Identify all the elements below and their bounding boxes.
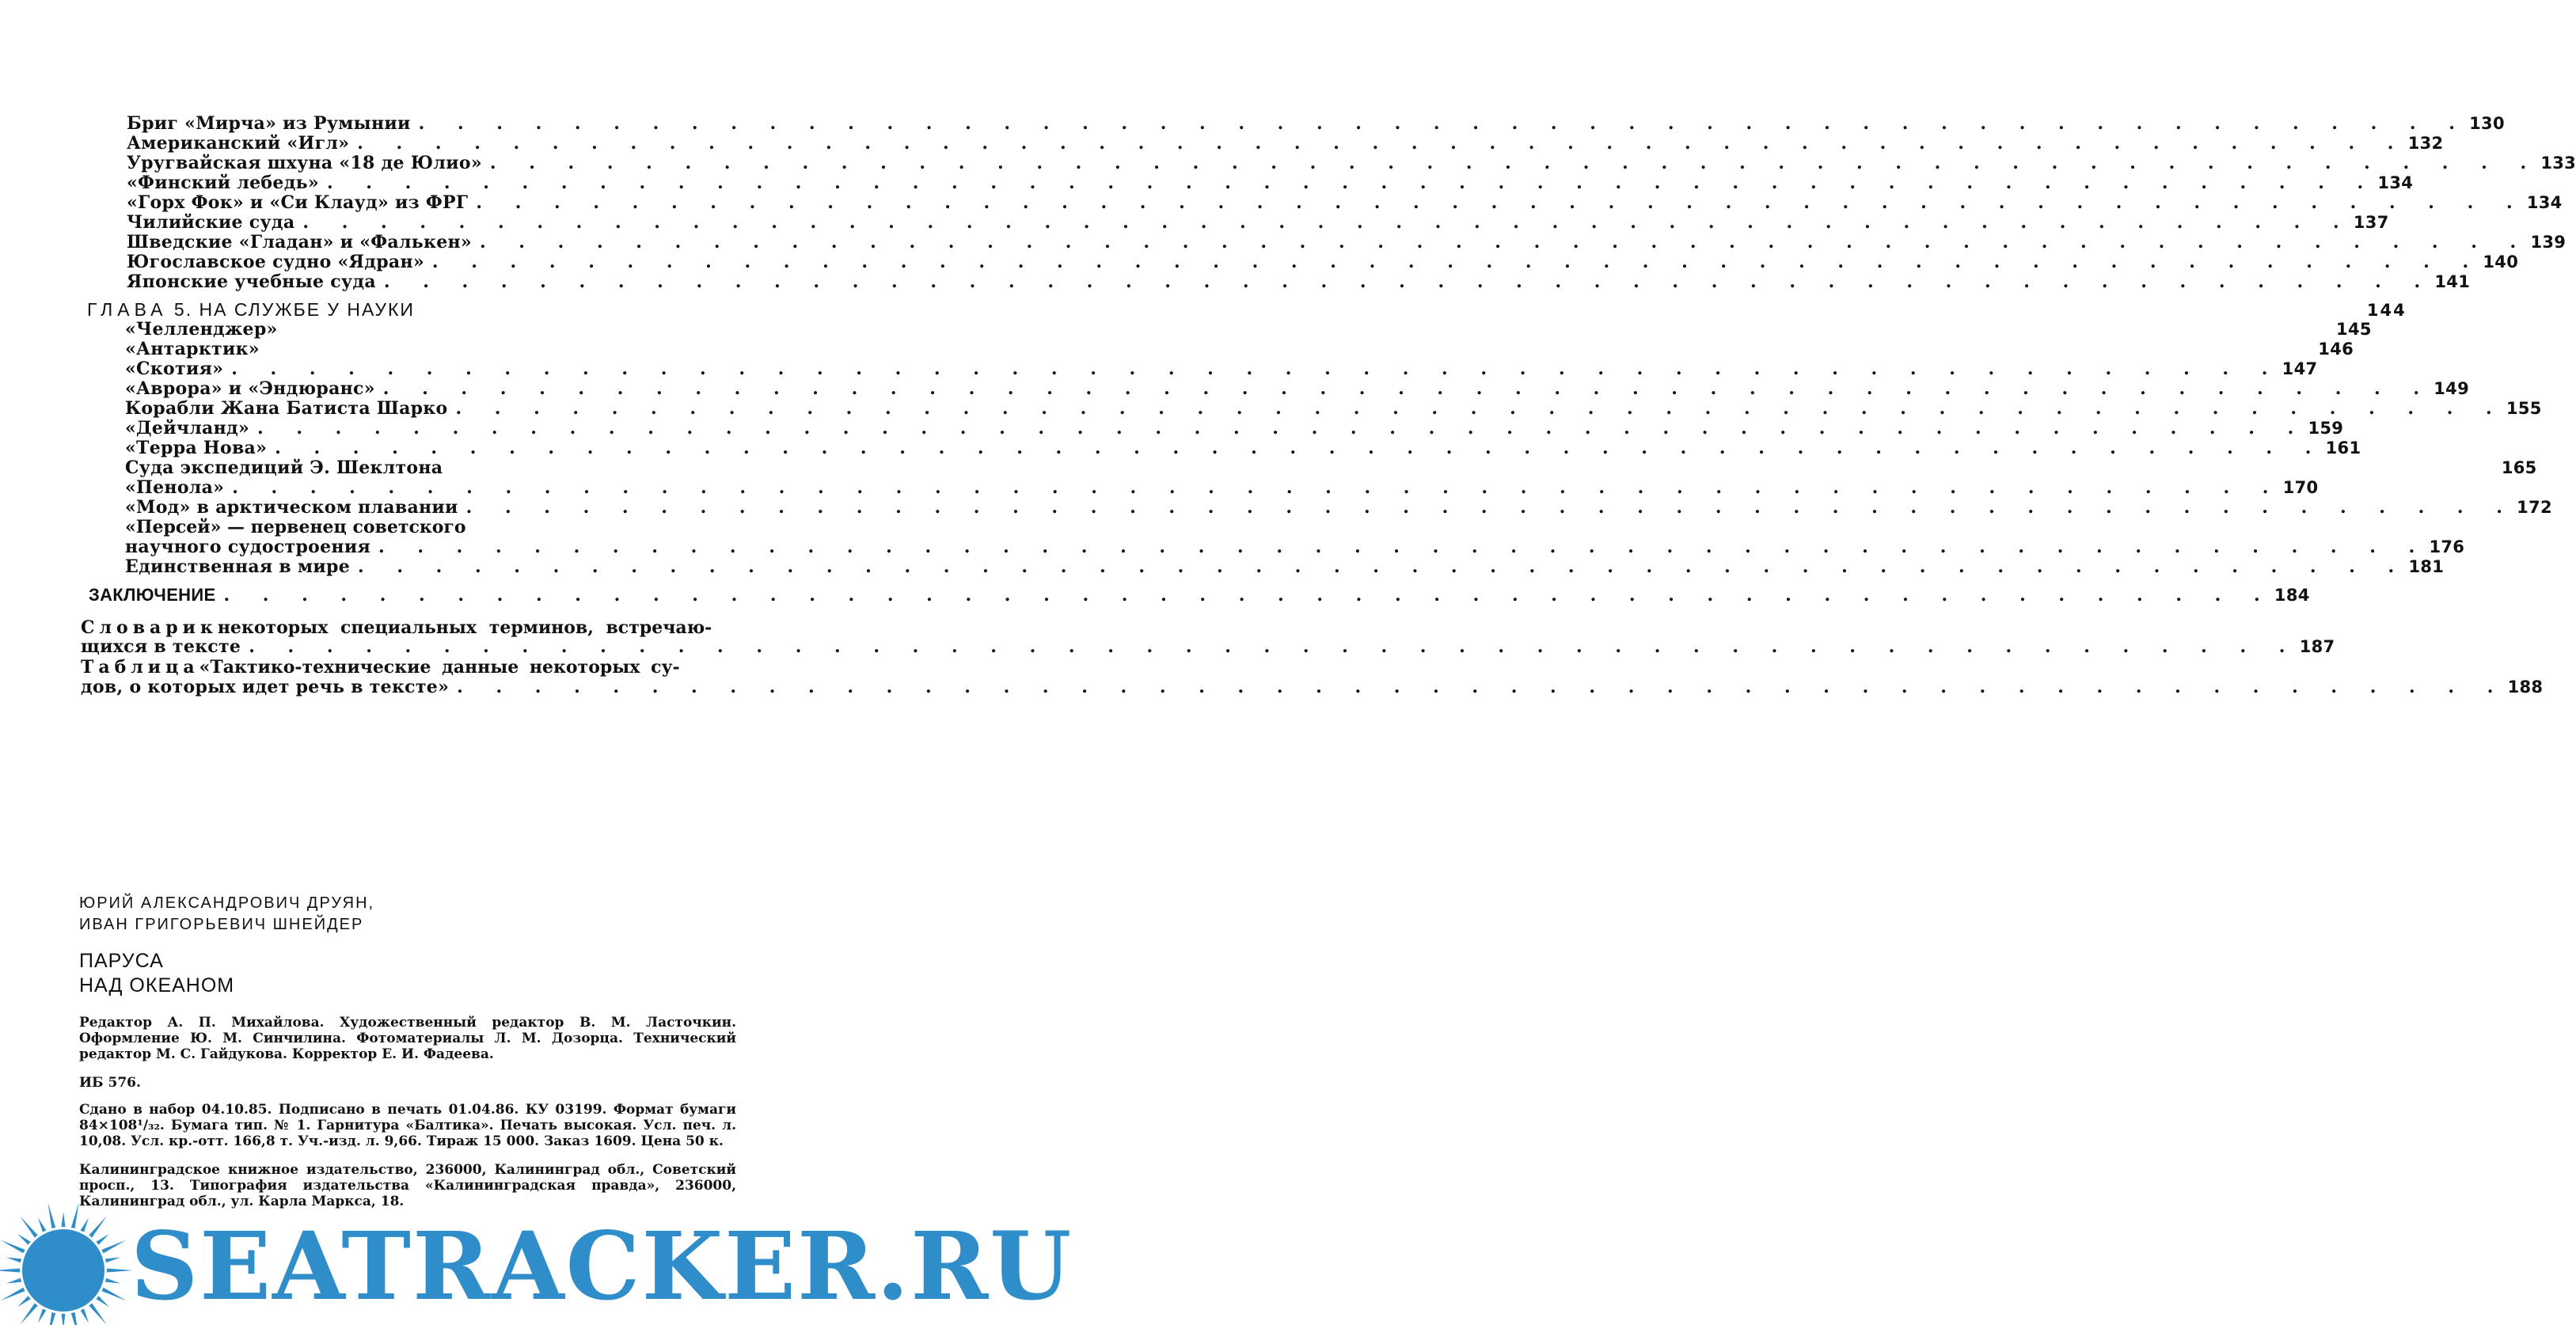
sun-ray <box>81 1308 89 1323</box>
sun-ray <box>89 1216 107 1237</box>
sun-ray <box>47 1202 55 1228</box>
toc-entry-line: «Персей» — первенец советского <box>125 517 466 537</box>
sun-ray <box>17 1234 30 1245</box>
toc-chapter-heading[interactable] <box>87 299 2407 320</box>
toc-entry[interactable] <box>125 438 2361 458</box>
sun-ray <box>89 1303 107 1324</box>
toc-entry-page: 146 <box>2318 340 2354 359</box>
toc-entry-title: Югославское судно «Ядран» <box>127 252 424 272</box>
toc-entry[interactable] <box>127 212 2389 233</box>
toc-entry[interactable] <box>125 457 2537 478</box>
credits: Редактор А. П. Михайлова. Художественный редактор В. М. Ласточкин. Оформление Ю. М. Синчилина. Фотоматериалы Л. М. Дозорца. Технический редактор М. С. Гайдукова. Корректор Е. И. Фадеева. <box>79 1015 736 1062</box>
toc-entry[interactable] <box>125 398 2542 419</box>
sun-ray <box>17 1296 30 1307</box>
toc-entry-title: Американский «Игл» <box>127 133 350 154</box>
sun-ray <box>20 1303 38 1324</box>
toc-entry-page: 155 <box>2506 399 2542 418</box>
sun-ray <box>47 1312 55 1325</box>
toc-glossary[interactable] <box>81 636 2335 657</box>
chapter-title: 5. НА СЛУЖБЕ У НАУКИ <box>173 299 415 320</box>
toc-entry-page: 181 <box>2408 557 2445 576</box>
toc-entry-title: Единственная в мире <box>125 556 350 577</box>
toc-entry-page: 134 <box>2526 193 2563 212</box>
table-text: «Тактико-технические данные некоторых су- <box>199 657 680 678</box>
toc-entry-title: Суда экспедиций Э. Шеклтона <box>125 457 443 478</box>
toc-entry[interactable] <box>125 537 2465 557</box>
book-title-line1: ПАРУСА <box>79 950 164 972</box>
glossary-lead: Словарик <box>81 617 218 638</box>
toc-entry[interactable] <box>127 133 2444 154</box>
toc-entry-title: «Антарктик» <box>125 339 260 359</box>
sun-ray <box>6 1258 21 1263</box>
toc-entry-title: научного судостроения <box>125 537 371 557</box>
toc-entry-page: 176 <box>2429 537 2465 556</box>
sun-ray <box>38 1217 47 1232</box>
watermark-text: SEATRACKER.RU <box>131 1211 1073 1321</box>
toc-entry[interactable] <box>127 192 2563 213</box>
toc-entry[interactable] <box>125 477 2319 498</box>
sun-ray <box>71 1202 79 1228</box>
toc-entry[interactable] <box>127 252 2519 272</box>
author-1: ЮРИЙ АЛЕКСАНДРОВИЧ ДРУЯН, <box>79 894 375 912</box>
toc-entry-page: 133 <box>2540 154 2576 173</box>
toc-entry[interactable] <box>127 153 2576 173</box>
toc-entry[interactable] <box>125 319 2372 340</box>
toc-entry[interactable] <box>127 232 2567 252</box>
sun-ray <box>71 1312 79 1325</box>
sun-ray <box>96 1296 108 1307</box>
toc-entry[interactable] <box>127 113 2505 134</box>
toc-entry-page: 184 <box>2274 586 2310 605</box>
toc-entry-title: Бриг «Мирча» из Румынии <box>127 113 411 134</box>
sun-ray <box>81 1217 89 1232</box>
sun-ray <box>96 1234 108 1245</box>
sun-ray <box>101 1240 126 1254</box>
sun-ray <box>105 1278 120 1284</box>
toc-entry-page: 172 <box>2517 498 2552 517</box>
sun-ray <box>0 1269 20 1273</box>
toc-entry[interactable] <box>125 359 2318 379</box>
sun-ray <box>101 1288 126 1301</box>
toc-entry-page: 141 <box>2434 272 2471 291</box>
toc-entry-title: щихся в тексте <box>81 636 241 657</box>
toc-entry-page: 187 <box>2299 637 2335 656</box>
toc-entry-page: 134 <box>2377 173 2414 192</box>
toc-entry-title: «Финский лебедь» <box>127 173 319 193</box>
toc-entry-title: «Скотия» <box>125 359 224 379</box>
toc-entry-page: 170 <box>2282 478 2319 497</box>
glossary-text: некоторых специальных терминов, встречаю- <box>217 617 712 638</box>
toc-table-line1 <box>81 657 680 678</box>
toc-entry-title: «Горх Фок» и «Си Клауд» из ФРГ <box>127 192 469 213</box>
toc-entry-title: Чилийские суда <box>127 212 295 233</box>
book-title-line2: НАД ОКЕАНОМ <box>79 974 235 997</box>
toc-entry-title: «Дейчланд» <box>125 418 250 439</box>
author-2: ИВАН ГРИГОРЬЕВИЧ ШНЕЙДЕР <box>79 916 364 933</box>
toc-entry-title: Шведские «Гладан» и «Фалькен» <box>127 232 472 252</box>
toc-entry-page: 147 <box>2282 359 2318 378</box>
sun-ray <box>105 1258 120 1263</box>
toc-entry-title: «Терра Нова» <box>125 438 268 458</box>
toc-entry-page: 139 <box>2530 233 2567 252</box>
toc-table[interactable] <box>81 677 2544 697</box>
toc-glossary-line1 <box>81 617 712 638</box>
toc-entry[interactable] <box>125 418 2344 439</box>
toc-entry-title: «Челленджер» <box>125 319 278 340</box>
toc-entry-page: 161 <box>2325 439 2361 457</box>
toc-entry-title: «Мод» в арктическом плавании <box>125 497 458 518</box>
toc-entry-title: дов, о которых идет речь в тексте» <box>81 677 450 697</box>
toc-entry[interactable] <box>125 556 2445 577</box>
toc-entry[interactable] <box>125 378 2470 399</box>
toc-entry-title: Корабли Жана Батиста Шарко <box>125 398 448 419</box>
toc-entry-page: 159 <box>2308 419 2344 438</box>
toc-entry[interactable] <box>127 173 2414 193</box>
toc-entry-page: 165 <box>2501 458 2537 477</box>
sun-ray <box>1 1240 25 1254</box>
toc-chapter-page: 144 <box>2366 301 2407 320</box>
sun-ray <box>20 1216 38 1237</box>
sun-ray <box>107 1269 133 1273</box>
table-lead: Таблица <box>81 657 199 678</box>
toc-entry-title: «Аврора» и «Эндюранс» <box>125 378 375 399</box>
toc-entry-title: Уругвайская шхуна «18 де Юлио» <box>127 153 482 173</box>
sun-ray <box>38 1308 47 1323</box>
ib-number: ИБ 576. <box>79 1075 141 1091</box>
toc-entry-title: ЗАКЛЮЧЕНИЕ <box>89 585 216 605</box>
print-info: Сдано в набор 04.10.85. Подписано в печать 01.04.86. КУ 03199. Формат бумаги 84×108¹/₃₂. Бумага тип. № 1. Гарнитура «Балтика». Печать высокая. Усл. печ. л. 10,08. Усл. кр.-отт. 166,8 т. Уч.-изд. л. 9,66. Тираж 15 000. Заказ 1609. Цена 50 к. <box>79 1102 736 1149</box>
toc-entry-page: 130 <box>2469 114 2505 133</box>
publisher-info: Калининградское книжное издательство, 236000, Калининград обл., Советский просп., 13. Типография издательства «Калининградская правда», 236000, Калининград обл., ул. Карла Маркса, 18. <box>79 1162 736 1209</box>
toc-conclusion[interactable] <box>89 585 2310 606</box>
toc-entry[interactable] <box>125 339 2354 359</box>
toc-entry-page: 137 <box>2353 213 2389 232</box>
toc-entry-title: Японские учебные суда <box>127 271 376 292</box>
toc-entry-page: 132 <box>2407 134 2444 153</box>
toc-entry[interactable] <box>127 271 2471 292</box>
toc-entry-page: 145 <box>2336 320 2372 339</box>
toc-entry-page: 188 <box>2507 678 2544 697</box>
sun-ray <box>62 1212 66 1227</box>
chapter-label: ГЛАВА <box>87 299 168 320</box>
sun-ray <box>62 1314 66 1325</box>
toc-entry-page: 140 <box>2483 252 2519 271</box>
toc-entry-title: «Пенола» <box>125 477 225 498</box>
sun-ray <box>1 1288 25 1301</box>
toc-entry-page: 149 <box>2434 379 2470 398</box>
toc-entry[interactable] <box>125 497 2552 518</box>
sun-ray <box>6 1278 21 1284</box>
